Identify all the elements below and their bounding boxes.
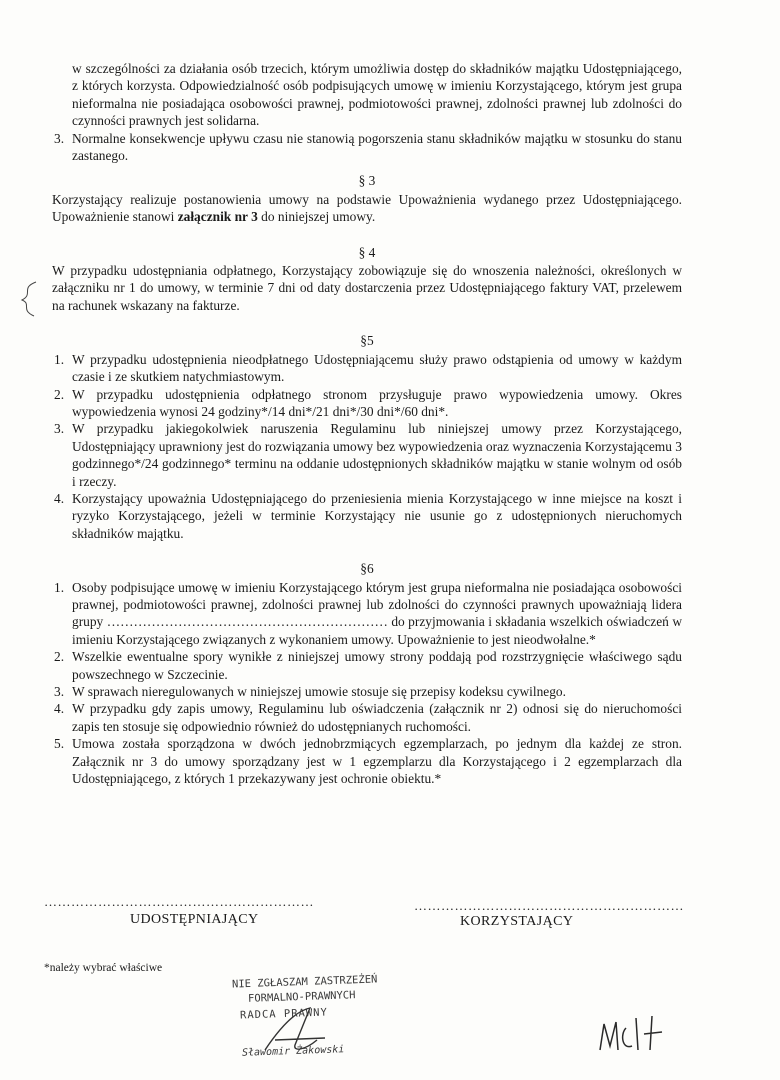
list-item [52, 735, 682, 787]
list-item [52, 420, 682, 490]
section-3-heading: § 3 [358, 173, 376, 189]
signature-line-left: …………………………………………………… [44, 894, 314, 909]
item-number: 1. [54, 579, 65, 595]
stamp-name: Sławomir Żakowski [241, 1044, 345, 1059]
item-text: Wszelkie ewentualne spory wynikłe z niniejszej umowy strony poddają pod rozstrzygnięcie właściwego sądu powszechnego w Szczecinie. [72, 649, 682, 682]
signature-block [0, 880, 780, 929]
list-item [52, 386, 682, 421]
footnote: *należy wybrać właściwe [44, 962, 163, 974]
item-text: Normalne konsekwencje upływu czasu nie stanowią pogorszenia stanu składników majątku w stosunku do stanu zastanego. [72, 130, 682, 164]
item-text: Umowa została sporządzona w dwóch jednobrzmiących egzemplarzach, po jednym dla każdej ze stron. Załącznik nr 3 do umowy sporządzany jest w 1 egzemplarzu dla Korzystającego i 2 egzemplarzach dla Udostępniającego, z których 1 przekazywany jest ochronie obiektu.* [72, 736, 682, 787]
item-number: 4. [54, 490, 65, 506]
section-6-heading: §6 [360, 561, 374, 577]
list-item [52, 351, 682, 386]
stamp-line-1: NIE ZGŁASZAM ZASTRZEŻEŃ [231, 973, 378, 991]
item-text: W przypadku udostępnienia nieodpłatnego Udostępniającemu służy prawo odstąpienia od umowy w każdym czasie i ze skutkiem natychmiastowym. [72, 351, 682, 385]
signature-line-right: …………………………………………………… [414, 898, 684, 913]
item-number: 4. [54, 701, 65, 717]
item-number: 2. [54, 386, 65, 402]
item-number: 3. [54, 421, 65, 437]
liability-paragraph-continuation: w szczególności za działania osób trzecich, którym umożliwia dostęp do składników majątku Udostępniającego, z których korzysta. Odpowiedzialność osób podpisujących umowę w imieniu Korzystającego, którym jest grupa nieformalna nie posiadająca osobowości prawnej, podmiotowości prawnej, zdolności prawnej lub zdolności do czynności prawnych jest solidarna. [72, 61, 682, 129]
item-text: Korzystający upoważnia Udostępniającego do przeniesienia mienia Korzystającego w inne miejsce na koszt i ryzyko Korzystającego, jeżeli w terminie Korzystający nie usunie go z udostępnionych nieruchomych składników majątku. [72, 490, 682, 541]
margin-bracket-mark [12, 278, 42, 318]
item-text: W przypadku jakiegokolwiek naruszenia Regulaminu lub niniejszej umowy przez Korzystającego, Udostępniający uprawniony jest do rozwiązania umowy bez wypowiedzenia oraz wyznaczenia Korzystającemu 3 godzinnego*/24 godzinnego* terminu na oddanie udostępnionych składników majątku w stanie wolnym od osób i rzeczy. [72, 421, 682, 489]
section-4-heading: § 4 [358, 244, 376, 260]
section-3-text-part: Korzystający realizuje postanowienia umowy na podstawie Upoważnienia wydanego przez Udostępniającego. Upoważnienie stanowi [52, 191, 682, 225]
section-6-list [52, 579, 682, 788]
item-number: 3. [54, 130, 65, 146]
list-item [52, 130, 682, 165]
handwritten-signature-stamp [255, 1000, 335, 1060]
item-text: W sprawach nieregulowanych w niniejszej umowie stosuje się przepisy kodeksu cywilnego. [72, 684, 566, 699]
list-item [52, 579, 682, 649]
udostepniajacy-label: UDOSTĘPNIAJĄCY [130, 912, 259, 927]
item-text: W przypadku gdy zapis umowy, Regulaminu lub oświadczenia (załącznik nr 2) odnosi się do nieruchomości zapis ten stosuje się odpowiednio również do udostępnianych ruchomości. [72, 701, 682, 734]
list-item [52, 648, 682, 683]
handwritten-signature-right [596, 1010, 676, 1060]
item-number: 2. [54, 649, 65, 665]
section-5-heading: §5 [360, 333, 374, 349]
contract-text [52, 60, 682, 787]
item-number: 3. [54, 684, 65, 699]
item-text: W przypadku udostępnienia odpłatnego stronom przysługuje prawo wypowiedzenia umowy. Okres wypowiedzenia wynosi 24 godziny*/14 dni*/21 dni*/30 dni*/60 dni*. [72, 386, 682, 419]
list-item [52, 700, 682, 735]
section-3-text [52, 191, 682, 226]
item-text: Osoby podpisujące umowę w imieniu Korzystającego którym jest grupa nieformalna nie posiadająca osobowości prawnej, podmiotowości prawnej, zdolności prawnej lub zdolności do czynności prawnych upoważniają lidera grupy ……………………………………………………… do przyjmowania i składania wszelkich oświadczeń w imieniu Korzystającego związanych z wykonaniem umowy. Upoważnienie to jest nieodwołalne.* [72, 579, 682, 647]
section-3-text-end: do niniejszej umowy. [257, 209, 376, 225]
list-item [52, 683, 682, 700]
korzystajacy-label: KORZYSTAJĄCY [460, 914, 574, 929]
attachment-reference: załącznik nr 3 [177, 209, 258, 225]
list-item [52, 490, 682, 542]
section-4-text: W przypadku udostępniania odpłatnego, Korzystający zobowiązuje się do wnoszenia należności, określonych w załączniku nr 1 do umowy, w terminie 7 dni od daty dostarczenia przez Udostępniającego faktury VAT, przelewem na rachunek wskazany na fakturze. [52, 263, 682, 313]
section-2-tail-list [52, 130, 682, 165]
item-number: 1. [54, 351, 65, 367]
section-5-list [52, 351, 682, 542]
stamp-line-2: FORMALNO-PRAWNYCH [247, 989, 356, 1005]
item-number: 5. [54, 736, 65, 752]
stamp-line-3: RADCA PRAWNY [239, 1006, 329, 1022]
